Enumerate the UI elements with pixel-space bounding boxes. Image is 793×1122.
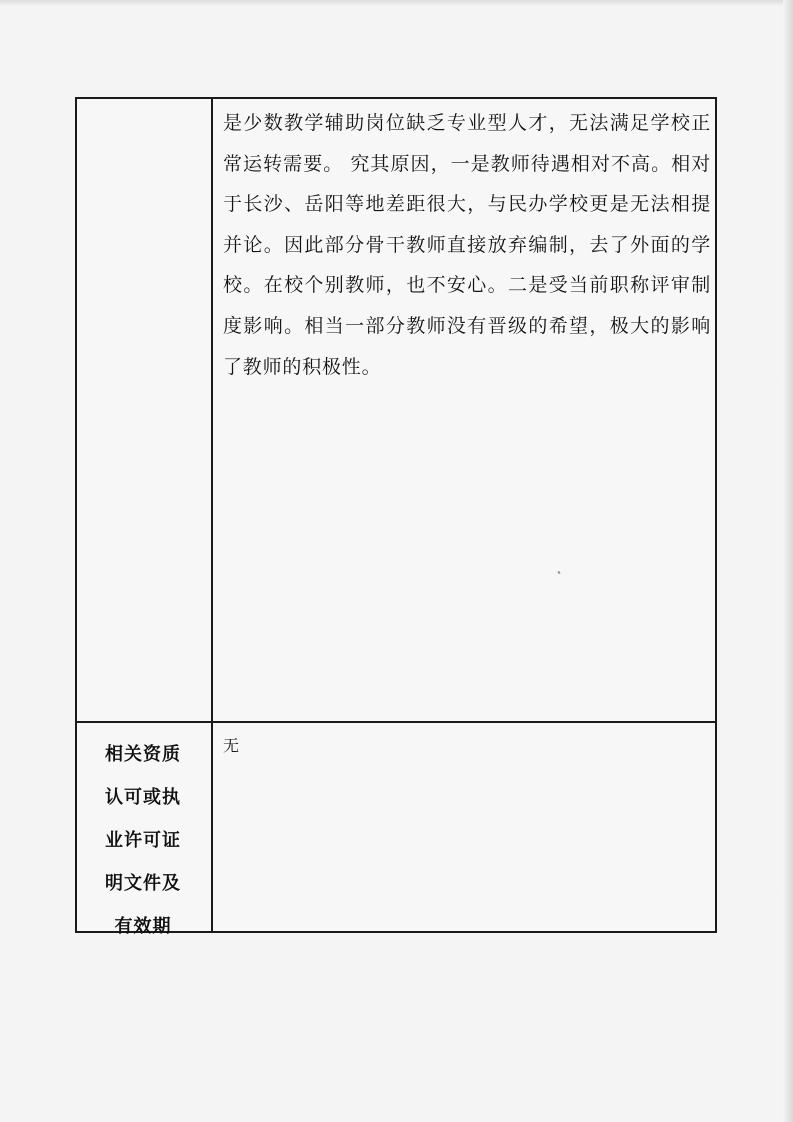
qualification-label (77, 733, 209, 948)
continued-text-row (77, 99, 715, 723)
qualification-label-line: 相关资质 (105, 744, 181, 765)
qualification-value: 无 (223, 736, 240, 755)
form-table (75, 97, 717, 937)
qualification-value-cell (213, 723, 715, 931)
qualification-label-cell (77, 723, 213, 937)
continued-paragraph: 是少数教学辅助岗位缺乏专业型人才，无法满足学校正常运转需要。 究其原因，一是教师待遇相对不高。相对于长沙、岳阳等地差距很大，与民办学校更是无法相提并论。因此部分骨干教师直接放弃编制，去了外面的学校。在校个别教师，也不安心。二是受当前职称评审制度影响。相当一部分教师没有晋级的希望，极大的影响了教师的积极性。 (223, 112, 711, 378)
scan-right-shadow (783, 0, 793, 1122)
qualification-label-line: 业许可证 (105, 830, 181, 851)
qualification-row (77, 723, 715, 937)
empty-label-cell (77, 99, 213, 721)
qualification-label-line: 明文件及 (105, 873, 181, 894)
qualification-label-line: 有效期 (114, 916, 172, 937)
scan-top-shadow (0, 0, 793, 6)
continued-text-cell (213, 99, 715, 721)
qualification-label-line: 认可或执 (105, 787, 181, 808)
